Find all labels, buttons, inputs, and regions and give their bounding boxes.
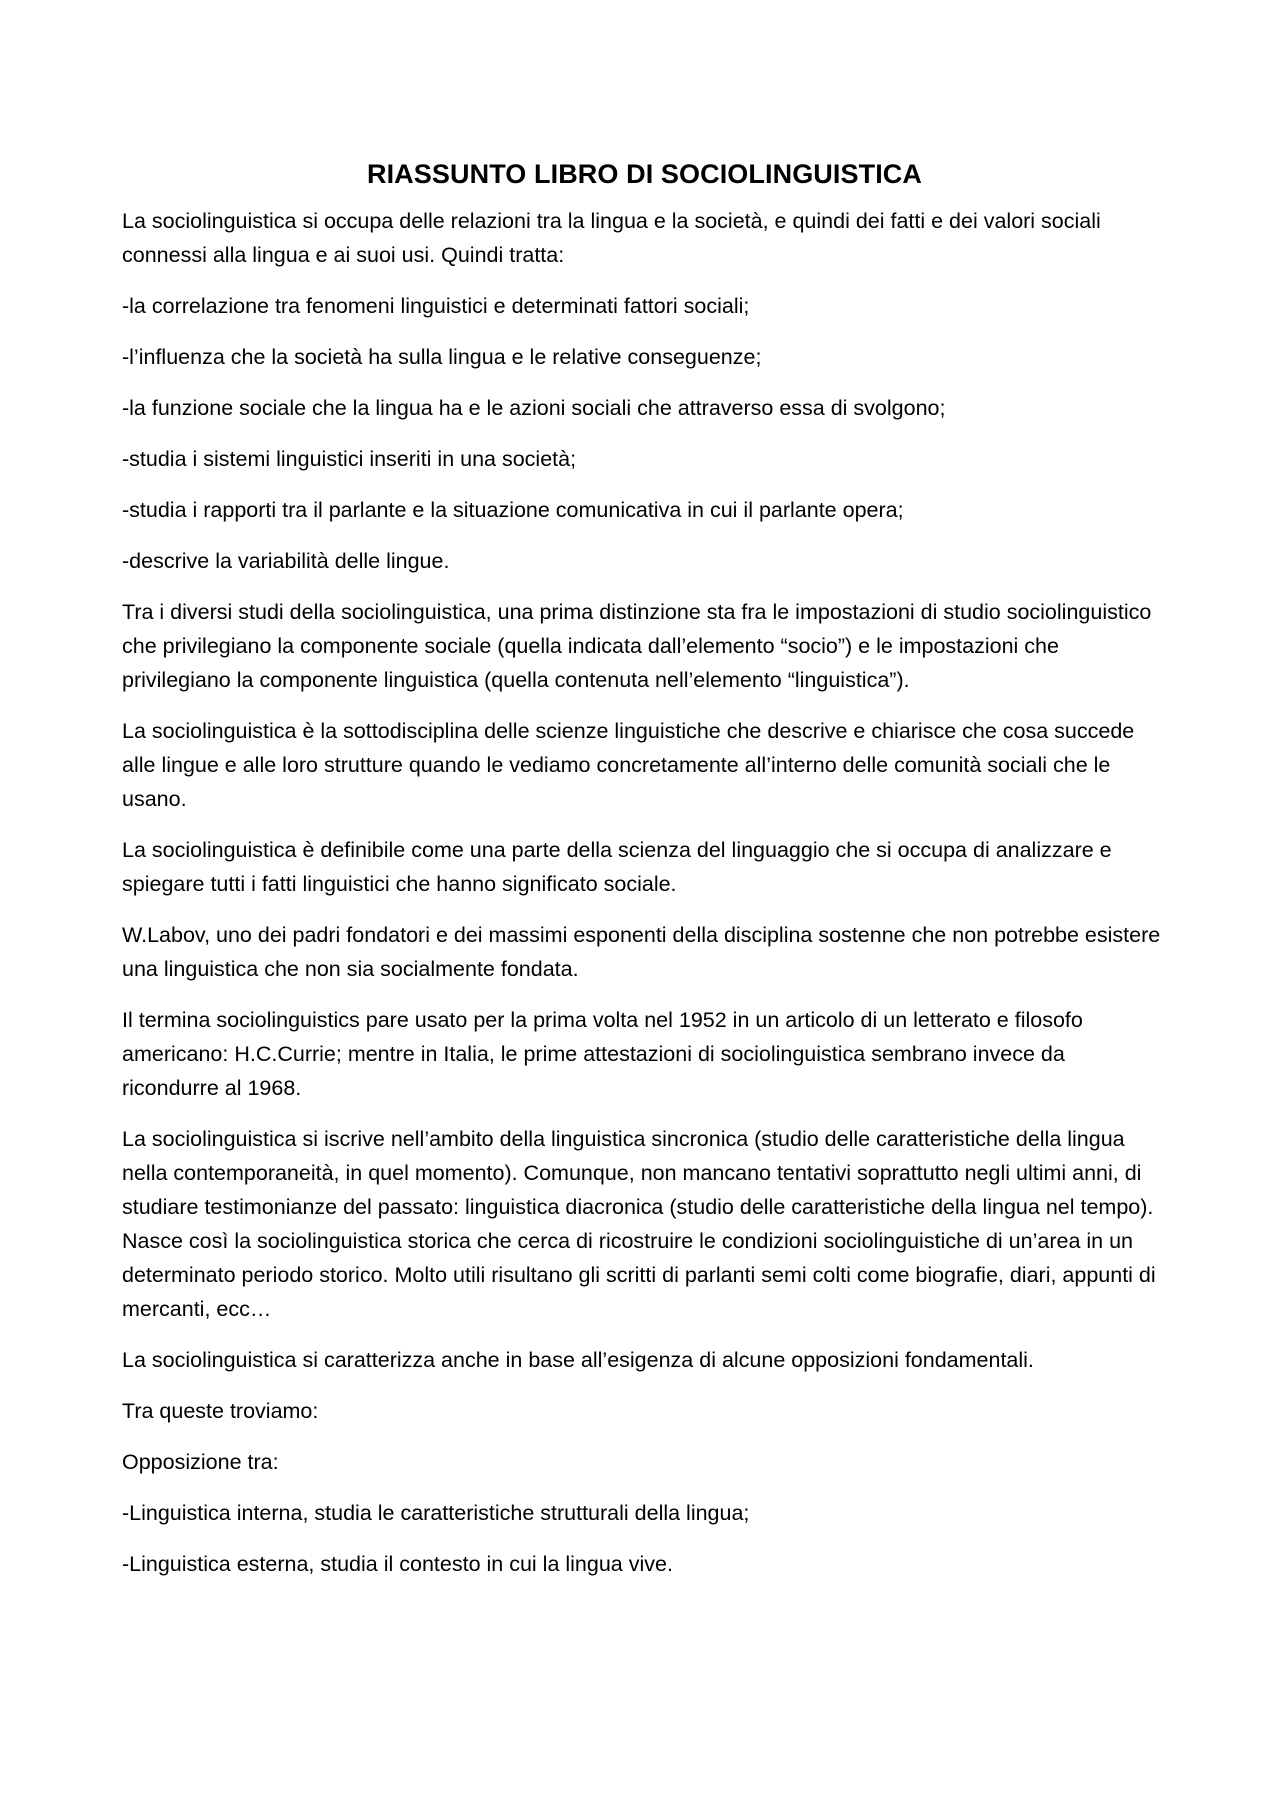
- paragraph-list-item: -studia i sistemi linguistici inseriti in una società;: [122, 447, 577, 471]
- paragraph-list-item: -Linguistica esterna, studia il contesto in cui la lingua vive.: [122, 1552, 673, 1576]
- paragraph-definition: La sociolinguistica è la sottodisciplina delle scienze linguistiche che descrive e chiarisce che cosa succede alle lingue e alle loro strutture quando le vediamo concretamente all’interno delle comunità sociali che le usano.: [122, 719, 1135, 811]
- paragraph-intro: La sociolinguistica si occupa delle relazioni tra la lingua e la società, e quindi dei fatti e dei valori sociali connessi alla lingua e ai suoi usi. Quindi tratta:: [122, 209, 1101, 267]
- paragraph-list-item: -Linguistica interna, studia le caratteristiche strutturali della lingua;: [122, 1501, 750, 1525]
- paragraph-definition: La sociolinguistica è definibile come una parte della scienza del linguaggio che si occupa di analizzare e spiegare tutti i fatti linguistici che hanno significato sociale.: [122, 838, 1112, 896]
- paragraph-labov: W.Labov, uno dei padri fondatori e dei massimi esponenti della disciplina sostenne che non potrebbe esistere una linguistica che non sia socialmente fondata.: [122, 923, 1161, 981]
- paragraph-term-origin: Il termina sociolinguistics pare usato per la prima volta nel 1952 in un articolo di un letterato e filosofo americano: H.C.Currie; mentre in Italia, le prime attestazioni di sociolinguistica sembrano invece da ricondurre al 1968.: [122, 1008, 1083, 1100]
- paragraph-text: Tra queste troviamo:: [122, 1399, 319, 1423]
- paragraph-list-item: -la funzione sociale che la lingua ha e le azioni sociali che attraverso essa di svolgono;: [122, 396, 946, 420]
- paragraph-synchronic: La sociolinguistica si iscrive nell’ambito della linguistica sincronica (studio delle caratteristiche della lingua nella contemporaneità, in quel momento). Comunque, non mancano tentativi soprattutto negli ultimi anni, di studiare testimonianze del passato: linguistica diacronica (studio delle caratteristiche della lingua nel tempo). Nasce così la sociolinguistica storica che cerca di ricostruire le condizioni sociolinguistiche di un’area in un determinato periodo storico. Molto utili risultano gli scritti di parlanti semi colti come biografie, diari, appunti di mercanti, ecc…: [122, 1127, 1156, 1321]
- document-title: RIASSUNTO LIBRO DI SOCIOLINGUISTICA: [366, 159, 923, 189]
- paragraph-list-item: -la correlazione tra fenomeni linguistici e determinati fattori sociali;: [122, 294, 750, 318]
- document-body: [122, 156, 1167, 1598]
- paragraph-oppositions: La sociolinguistica si caratterizza anche in base all’esigenza di alcune opposizioni fondamentali.: [122, 1348, 1034, 1372]
- paragraph-list-item: -studia i rapporti tra il parlante e la situazione comunicativa in cui il parlante opera;: [122, 498, 904, 522]
- paragraph-text: Opposizione tra:: [122, 1450, 279, 1474]
- paragraph-distinction: Tra i diversi studi della sociolinguistica, una prima distinzione sta fra le impostazioni di studio sociolinguistico che privilegiano la componente sociale (quella indicata dall’elemento “socio”) e le impostazioni che privilegiano la componente linguistica (quella contenuta nell’elemento “linguistica”).: [122, 600, 1152, 692]
- paragraph-list-item: -l’influenza che la società ha sulla lingua e le relative conseguenze;: [122, 345, 762, 369]
- paragraph-list-item: -descrive la variabilità delle lingue.: [122, 549, 450, 573]
